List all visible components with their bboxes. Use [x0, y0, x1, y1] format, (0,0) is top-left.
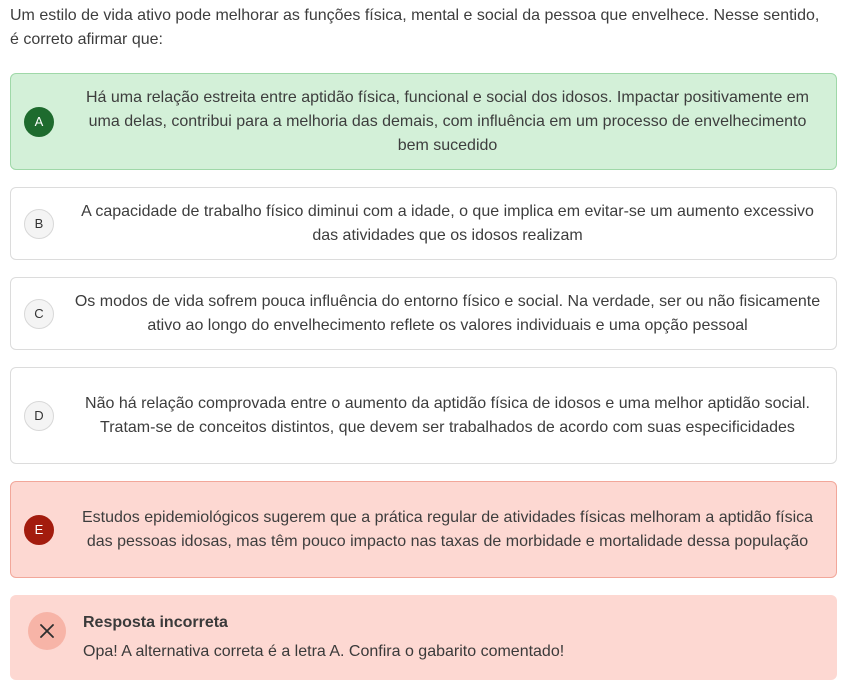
option-letter-badge: E — [24, 515, 54, 545]
option-text: Não há relação comprovada entre o aumento da aptidão física de idosos e uma melhor aptidão social. Tratam-se de conceitos distintos, que devem ser trabalhados de acordo com suas especificidades — [85, 394, 810, 436]
option-b[interactable] — [10, 187, 837, 260]
option-letter-badge: D — [24, 401, 54, 431]
option-letter-badge: C — [24, 299, 54, 329]
close-icon[interactable] — [28, 612, 66, 650]
option-letter-badge: B — [24, 209, 54, 239]
feedback-banner — [10, 595, 837, 680]
option-text: Os modos de vida sofrem pouca influência do entorno físico e social. Na verdade, ser ou não fisicamente ativo ao longo do envelhecimento reflete os valores individuais e uma opção pessoal — [74, 292, 821, 334]
question-text: Um estilo de vida ativo pode melhorar as funções física, mental e social da pessoa que envelhece. Nesse sentido, é correto afirmar que: — [10, 7, 820, 48]
feedback-message: Opa! A alternativa correta é a letra A. Confira o gabarito comentado! — [83, 643, 565, 660]
feedback-title: Resposta incorreta — [83, 614, 228, 631]
option-c[interactable] — [10, 277, 837, 350]
option-e[interactable] — [10, 481, 837, 578]
option-d[interactable] — [10, 367, 837, 464]
option-letter-badge: A — [24, 107, 54, 137]
option-text: Há uma relação estreita entre aptidão física, funcional e social dos idosos. Impactar positivamente em uma delas, contribui para a melhoria das demais, com influência em um processo de envelhecimento bem sucedido — [85, 88, 810, 154]
option-text: Estudos epidemiológicos sugerem que a prática regular de atividades físicas melhoram a aptidão física das pessoas idosas, mas têm pouco impacto nas taxas de morbidade e mortalidade dessa população — [81, 508, 814, 550]
option-a[interactable] — [10, 73, 837, 170]
option-text: A capacidade de trabalho físico diminui com a idade, o que implica em evitar-se um aumento excessivo das atividades que os idosos realizam — [81, 202, 814, 244]
